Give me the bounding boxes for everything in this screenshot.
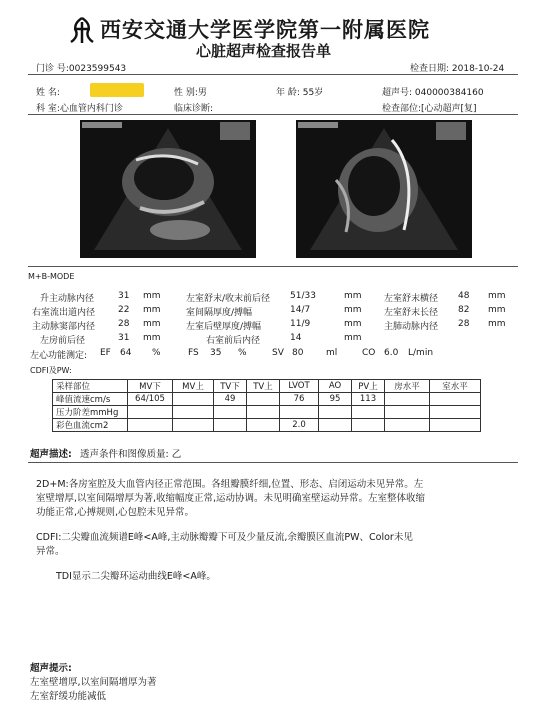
patient-name-label: 姓 名:: [36, 88, 60, 98]
m-c1-0-unit: mm: [143, 291, 161, 301]
fs-label: FS: [188, 348, 199, 358]
ef-unit: %: [152, 348, 161, 358]
m-c3-1-unit: mm: [488, 305, 506, 315]
hospital-logo-icon: [68, 16, 96, 44]
table-cell: 彩色血流cm2: [53, 419, 128, 432]
m-c3-2-unit: mm: [488, 319, 506, 329]
m-c2-2-label: 左室后壁厚度/搏幅: [186, 322, 262, 332]
m-c2-1-value: 14/7: [290, 305, 311, 315]
m-c3-2-label: 主肺动脉内径: [384, 322, 439, 332]
table-header-cell: AO: [319, 380, 352, 393]
conclusion-line-2: 左室舒缓功能减低: [30, 691, 107, 702]
m-c1-1-value: 22: [118, 305, 130, 315]
table-cell: [352, 406, 385, 419]
fs-value: 35: [210, 348, 222, 358]
hospital-name: 西安交通大学医学院第一附属医院: [100, 17, 430, 42]
table-header-cell: PV上: [352, 380, 385, 393]
fs-unit: %: [238, 348, 247, 358]
paragraph-2d-line-1: 2D+M:各房室腔及大血管内径正常范围。各组瓣膜纤细,位置、形态、启闭运动未见异常。左: [36, 479, 424, 490]
table-cell: [247, 406, 280, 419]
m-c2-1-unit: mm: [344, 305, 362, 315]
m-c3-0-label: 左室舒末横径: [384, 294, 439, 304]
m-c1-1-label: 右室流出道内径: [32, 308, 96, 318]
table-row: [53, 419, 481, 432]
table-cell: [430, 406, 481, 419]
conclusion-line-1: 左室壁增厚,以室间隔增厚为著: [30, 677, 157, 688]
table-header-row: [53, 380, 481, 393]
table-cell: [280, 406, 319, 419]
paragraph-tdi: TDI显示二尖瓣环运动曲线E峰<A峰。: [56, 571, 216, 582]
clinical-diagnosis-label: 临床诊断:: [174, 104, 214, 114]
table-cell: [173, 419, 214, 432]
m-c3-1-label: 左室舒末长径: [384, 308, 439, 318]
table-cell: [128, 406, 173, 419]
table-cell: [319, 406, 352, 419]
ultrasound-number: 超声号: 040000384160: [382, 88, 484, 98]
m-c3-2-value: 28: [458, 319, 470, 329]
m-c2-2-value: 11/9: [290, 319, 311, 329]
report-title: 心脏超声检查报告单: [196, 42, 332, 60]
m-c1-3-label: 左房前后径: [40, 336, 86, 346]
m-c2-0-value: 51/33: [290, 291, 316, 301]
table-cell: 压力阶差mmHg: [53, 406, 128, 419]
table-cell: [214, 419, 247, 432]
sv-value: 80: [292, 348, 304, 358]
sv-unit: ml: [326, 348, 338, 358]
table-header-cell: TV下: [214, 380, 247, 393]
co-unit: L/min: [408, 348, 434, 358]
description-label: 超声描述:: [30, 449, 72, 460]
co-label: CO: [362, 348, 376, 358]
patient-age: 年 龄: 55岁: [276, 88, 324, 98]
m-c3-1-value: 82: [458, 305, 470, 315]
co-value: 6.0: [384, 348, 399, 358]
table-cell: 95: [319, 393, 352, 406]
ultrasound-image-right: [296, 120, 472, 258]
conclusion-label: 超声提示:: [30, 663, 72, 674]
mode-title: M+B-MODE: [28, 272, 75, 281]
m-c1-0-value: 31: [118, 291, 130, 301]
table-cell: 76: [280, 393, 319, 406]
paragraph-cdfi-line-2: 异常。: [36, 546, 65, 557]
table-header-cell: LVOT: [280, 380, 319, 393]
table-cell: [247, 393, 280, 406]
m-c1-0-label: 升主动脉内径: [40, 294, 95, 304]
patient-gender: 性 别:男: [174, 88, 207, 98]
paragraph-2d-line-2: 室壁增厚,以室间隔增厚为著,收缩幅度正常,运动协调。未见明确室壁运动异常。左室整体收缩: [36, 493, 426, 504]
m-c2-2-unit: mm: [344, 319, 362, 329]
m-c1-2-value: 28: [118, 319, 130, 329]
table-cell: [214, 406, 247, 419]
m-c2-3-value: 14: [290, 333, 302, 343]
paragraph-2d-line-3: 功能正常,心搏规则,心包腔未见异常。: [36, 507, 195, 518]
table-cell: 峰值流速cm/s: [53, 393, 128, 406]
table-cell: [385, 406, 430, 419]
table-cell: 64/105: [128, 393, 173, 406]
table-cell: [352, 419, 385, 432]
table-row: [53, 393, 481, 406]
table-cell: [128, 419, 173, 432]
m-c2-3-label: 右室前后内径: [206, 336, 261, 346]
image-quality: 透声条件和图像质量: 乙: [80, 449, 182, 460]
m-c1-3-unit: mm: [143, 333, 161, 343]
cdfi-title: CDFI及PW:: [30, 366, 72, 375]
m-c2-0-unit: mm: [344, 291, 362, 301]
m-c2-0-label: 左室舒末/收末前后径: [186, 294, 271, 304]
department: 科 室:心血管内科门诊: [36, 104, 123, 114]
table-header-cell: TV上: [247, 380, 280, 393]
table-cell: 2.0: [280, 419, 319, 432]
m-c3-0-unit: mm: [488, 291, 506, 301]
patient-name-redacted: [90, 83, 144, 97]
m-c1-1-unit: mm: [143, 305, 161, 315]
ef-label: EF: [100, 348, 111, 358]
table-cell: [319, 419, 352, 432]
function-label: 左心功能测定:: [30, 351, 88, 361]
table-header-cell: MV下: [128, 380, 173, 393]
table-row: [53, 406, 481, 419]
paragraph-cdfi-line-1: CDFI:二尖瓣血流频谱E峰<A峰,主动脉瓣瓣下可及少量反流,余瓣膜区血流PW、Color未见: [36, 532, 413, 543]
m-c1-3-value: 31: [118, 333, 130, 343]
ef-value: 64: [120, 348, 132, 358]
table-header-cell: 室水平: [430, 380, 481, 393]
table-header-cell: MV上: [173, 380, 214, 393]
table-header-cell: 采样部位: [53, 380, 128, 393]
table-cell: [385, 419, 430, 432]
m-c2-1-label: 室间隔厚度/搏幅: [186, 308, 253, 318]
table-cell: 49: [214, 393, 247, 406]
clinic-number: 门诊 号:0023599543: [36, 64, 127, 74]
m-c3-0-value: 48: [458, 291, 470, 301]
m-c1-2-label: 主动脉窦部内径: [32, 322, 96, 332]
sv-label: SV: [272, 348, 284, 358]
table-cell: [430, 419, 481, 432]
table-cell: [247, 419, 280, 432]
exam-date: 检查日期: 2018-10-24: [410, 64, 505, 74]
table-cell: 113: [352, 393, 385, 406]
m-c2-3-unit: mm: [344, 333, 362, 343]
table-cell: [173, 406, 214, 419]
m-c1-2-unit: mm: [143, 319, 161, 329]
doppler-table: [52, 379, 481, 432]
table-cell: [430, 393, 481, 406]
table-cell: [173, 393, 214, 406]
table-cell: [385, 393, 430, 406]
exam-part: 检查部位:[心动超声[复]: [382, 104, 477, 114]
ultrasound-image-left: [80, 120, 256, 258]
table-header-cell: 房水平: [385, 380, 430, 393]
